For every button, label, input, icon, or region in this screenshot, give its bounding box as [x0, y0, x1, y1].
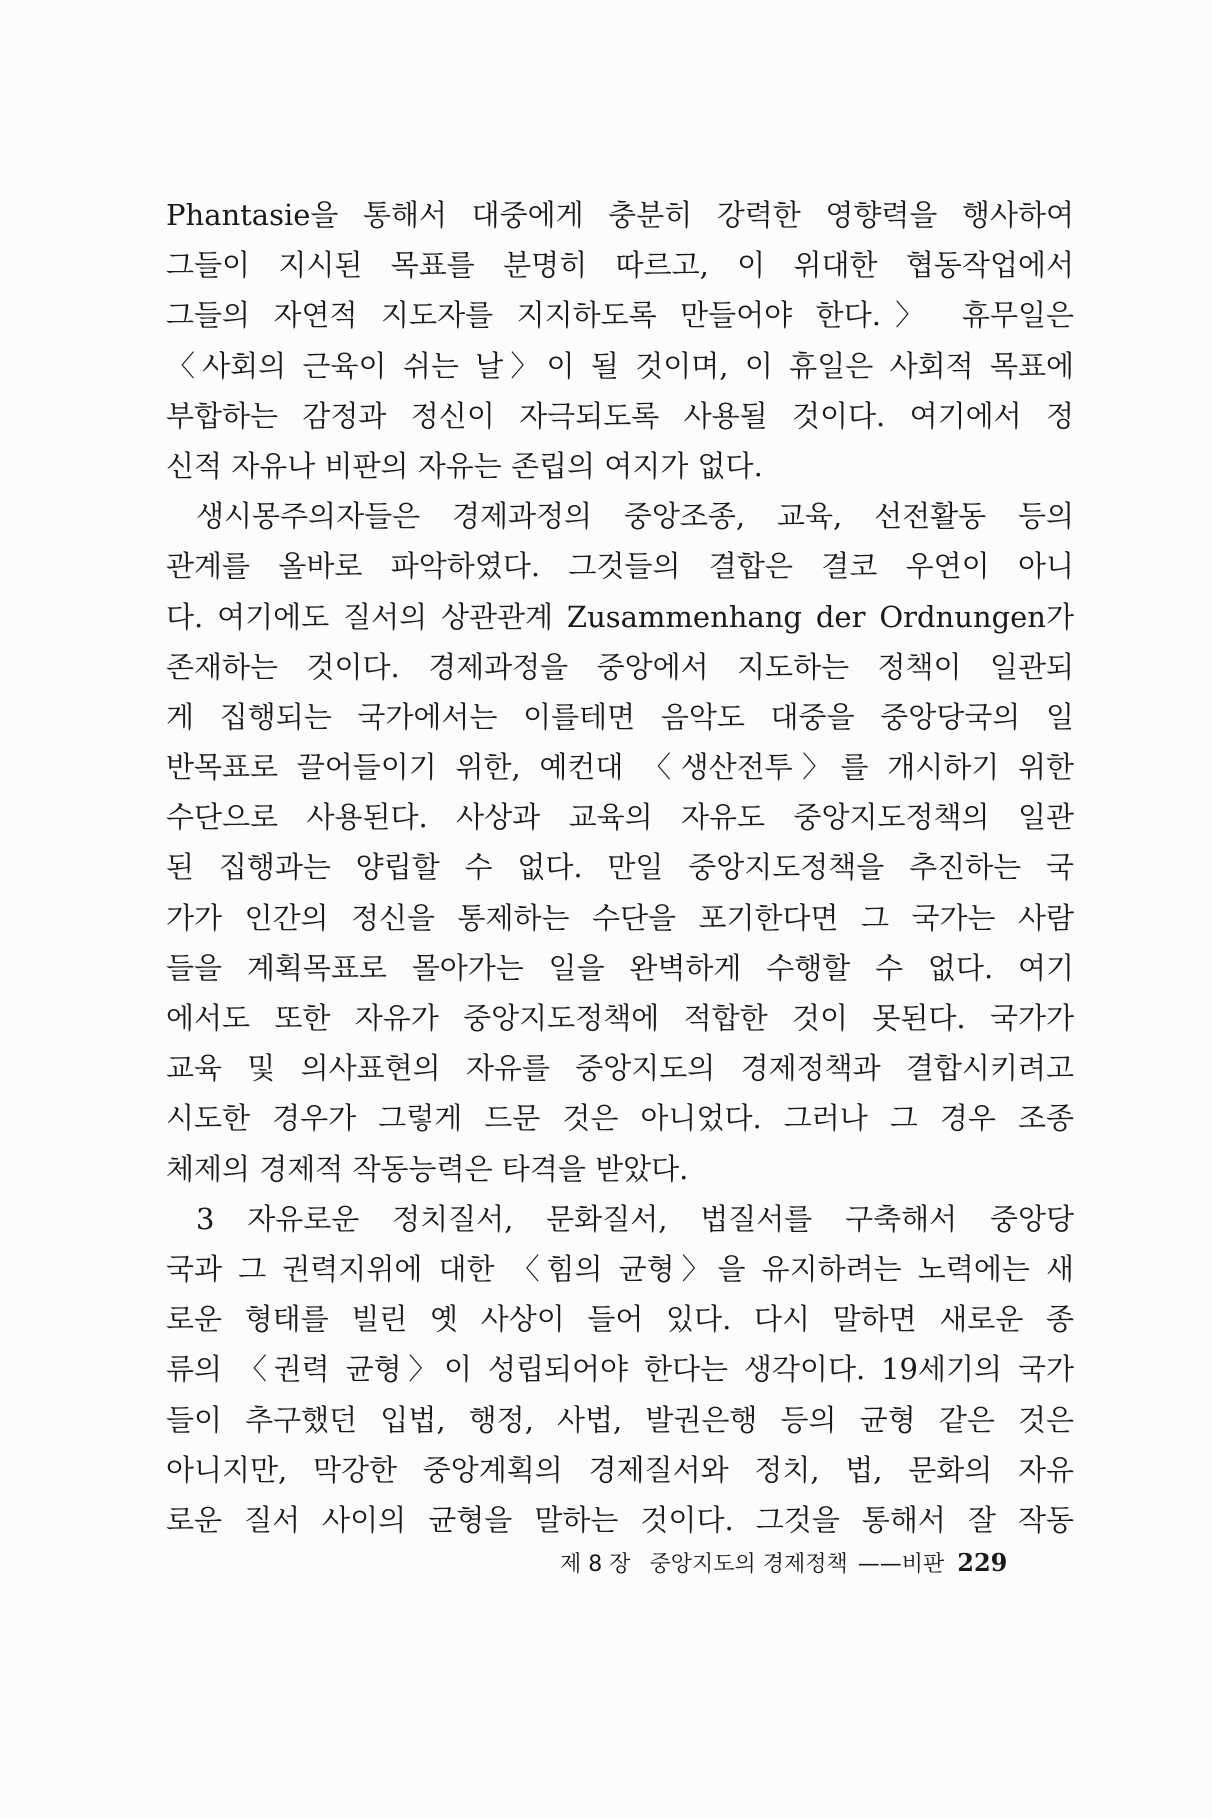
text-line: 존재하는 것이다. 경제과정을 중앙에서 지도하는 정책이 일관되	[166, 649, 1074, 684]
text-line: 신적 자유나 비판의 자유는 존립의 여지가 없다.	[166, 448, 763, 483]
chapter-title: 중앙지도의 경제정책	[649, 1552, 848, 1577]
text-line: 에서도 또한 자유가 중앙지도정책에 적합한 것이 못된다. 국가가	[166, 1001, 1074, 1035]
text-line: 가가 인간의 정신을 통제하는 수단을 포기한다면 그 국가는 사람	[166, 900, 1074, 935]
text-line: 3 자유로운 정치질서, 문화질서, 법질서를 구축해서 중앙당	[196, 1201, 1074, 1236]
text-line: 시도한 경우가 그렇게 드문 것은 아니었다. 그러나 그 경우 조종	[166, 1101, 1074, 1136]
chapter-subtitle: ——비판	[857, 1552, 945, 1577]
text-line: 반목표로 끌어들이기 위한, 예컨대 〈생산전투〉를 개시하기 위한	[166, 750, 1074, 785]
page-number: 229	[957, 1548, 1008, 1577]
text-line: Phantasie을 통해서 대중에게 충분히 강력한 영향력을 행사하여	[166, 198, 1074, 232]
text-line: 류의 〈권력 균형〉이 성립되어야 한다는 생각이다. 19세기의 국가	[166, 1352, 1074, 1387]
text-line: 된 집행과는 양립할 수 없다. 만일 중앙지도정책을 추진하는 국	[166, 850, 1074, 885]
text-line: 관계를 올바로 파악하였다. 그것들의 결합은 결코 우연이 아니	[166, 549, 1074, 584]
text-line: 생시몽주의자들은 경제과정의 중앙조종, 교육, 선전활동 등의	[196, 499, 1074, 534]
running-footer	[560, 1545, 1060, 1581]
text-line: 들이 추구했던 입법, 행정, 사법, 발권은행 등의 균형 같은 것은	[166, 1402, 1074, 1437]
text-line: 로운 질서 사이의 균형을 말하는 것이다. 그것을 통해서 잘 작동	[166, 1502, 1074, 1537]
text-line: 수단으로 사용된다. 사상과 교육의 자유도 중앙지도정책의 일관	[166, 800, 1074, 835]
text-line: 교육 및 의사표현의 자유를 중앙지도의 경제정책과 결합시키려고	[166, 1051, 1074, 1086]
body-text	[166, 190, 1074, 1545]
text-line: 로운 형태를 빌린 옛 사상이 들어 있다. 다시 말하면 새로운 종	[166, 1302, 1074, 1337]
text-line: 아니지만, 막강한 중앙계획의 경제질서와 정치, 법, 문화의 자유	[166, 1452, 1074, 1487]
text-line: 게 집행되는 국가에서는 이를테면 음악도 대중을 중앙당국의 일	[166, 699, 1074, 734]
text-line: 다. 여기에도 질서의 상관관계 Zusammenhang der Ordnungen가	[166, 599, 1074, 634]
text-line: 그들의 자연적 지도자를 지지하도록 만들어야 한다.〉 휴무일은	[166, 298, 1074, 333]
text-line: 그들이 지시된 목표를 분명히 따르고, 이 위대한 협동작업에서	[166, 248, 1074, 283]
text-line: 국과 그 권력지위에 대한 〈힘의 균형〉을 유지하려는 노력에는 새	[166, 1251, 1074, 1286]
chapter-label: 제 8 장	[560, 1552, 631, 1577]
text-line: 〈사회의 근육이 쉬는 날〉이 될 것이며, 이 휴일은 사회적 목표에	[166, 348, 1074, 383]
text-line: 부합하는 감정과 정신이 자극되도록 사용될 것이다. 여기에서 정	[166, 398, 1074, 433]
text-line: 체제의 경제적 작동능력은 타격을 받았다.	[166, 1151, 689, 1186]
text-line: 들을 계획목표로 몰아가는 일을 완벽하게 수행할 수 없다. 여기	[166, 950, 1074, 985]
